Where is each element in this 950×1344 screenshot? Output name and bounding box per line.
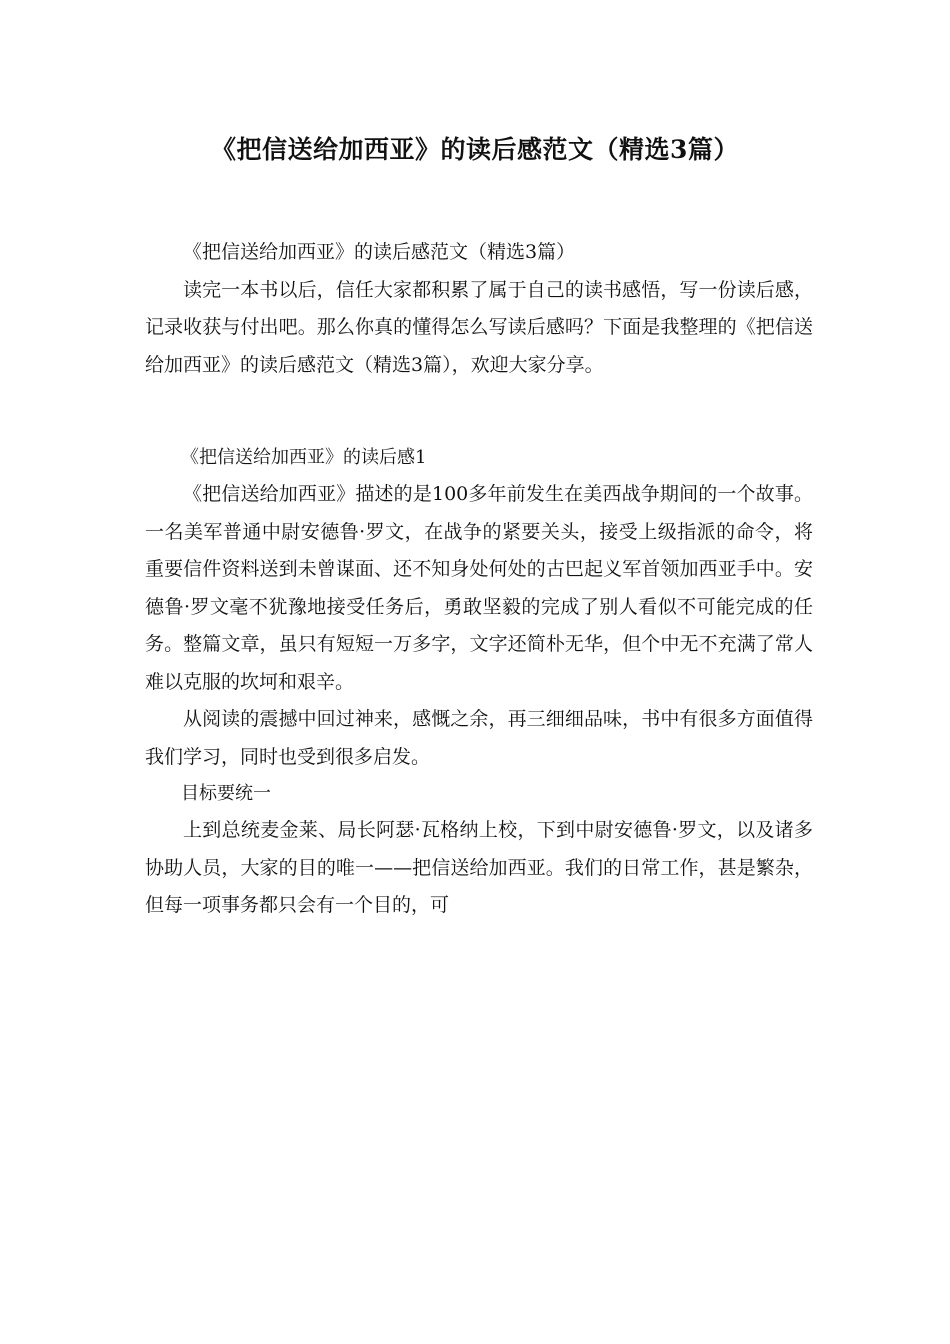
intro-heading: 《把信送给加西亚》的读后感范文（精选3篇） — [183, 241, 576, 263]
essay1-paragraph-2: 从阅读的震撼中回过神来，感慨之余，再三细细品味，书中有很多方面值得我们学习，同时也受到很多启发。 — [145, 708, 813, 768]
section-spacer — [145, 384, 813, 440]
document-title: 《把信送给加西亚》的读后感范文（精选3篇） — [211, 135, 739, 164]
intro-paragraph: 读完一本书以后，信任大家都积累了属于自己的读书感悟，写一份读后感，记录收获与付出吧。那么你真的懂得怎么写读后感吗？下面是我整理的《把信送给加西亚》的读后感范文（精选3篇），欢迎大家分享。 — [145, 278, 813, 376]
essay1-paragraph-1: 《把信送给加西亚》描述的是100多年前发生在美西战争期间的一个故事。一名美军普通中尉安德鲁·罗文，在战争的紧要关头，接受上级指派的命令，将重要信件资料送到未曾谋面、还不知身处何处的古巴起义军首领加西亚手中。安德鲁·罗文毫不犹豫地接受任务后，勇敢坚毅的完成了别人看似不可能完成的任务。整篇文章，虽只有短短一万多字，文字还简朴无华，但个中无不充满了常人难以克服的坎坷和艰辛。 — [145, 483, 813, 693]
essay1-paragraph-3: 上到总统麦金莱、局长阿瑟·瓦格纳上校，下到中尉安德鲁·罗文，以及诸多协助人员，大家的目的唯一——把信送给加西亚。我们的日常工作，甚是繁杂，但每一项事务都只会有一个目的，可 — [145, 819, 813, 916]
essay1-heading: 《把信送给加西亚》的读后感1 — [181, 447, 427, 468]
document-body — [145, 234, 813, 925]
essay1-subheading-1: 目标要统一 — [181, 783, 271, 804]
